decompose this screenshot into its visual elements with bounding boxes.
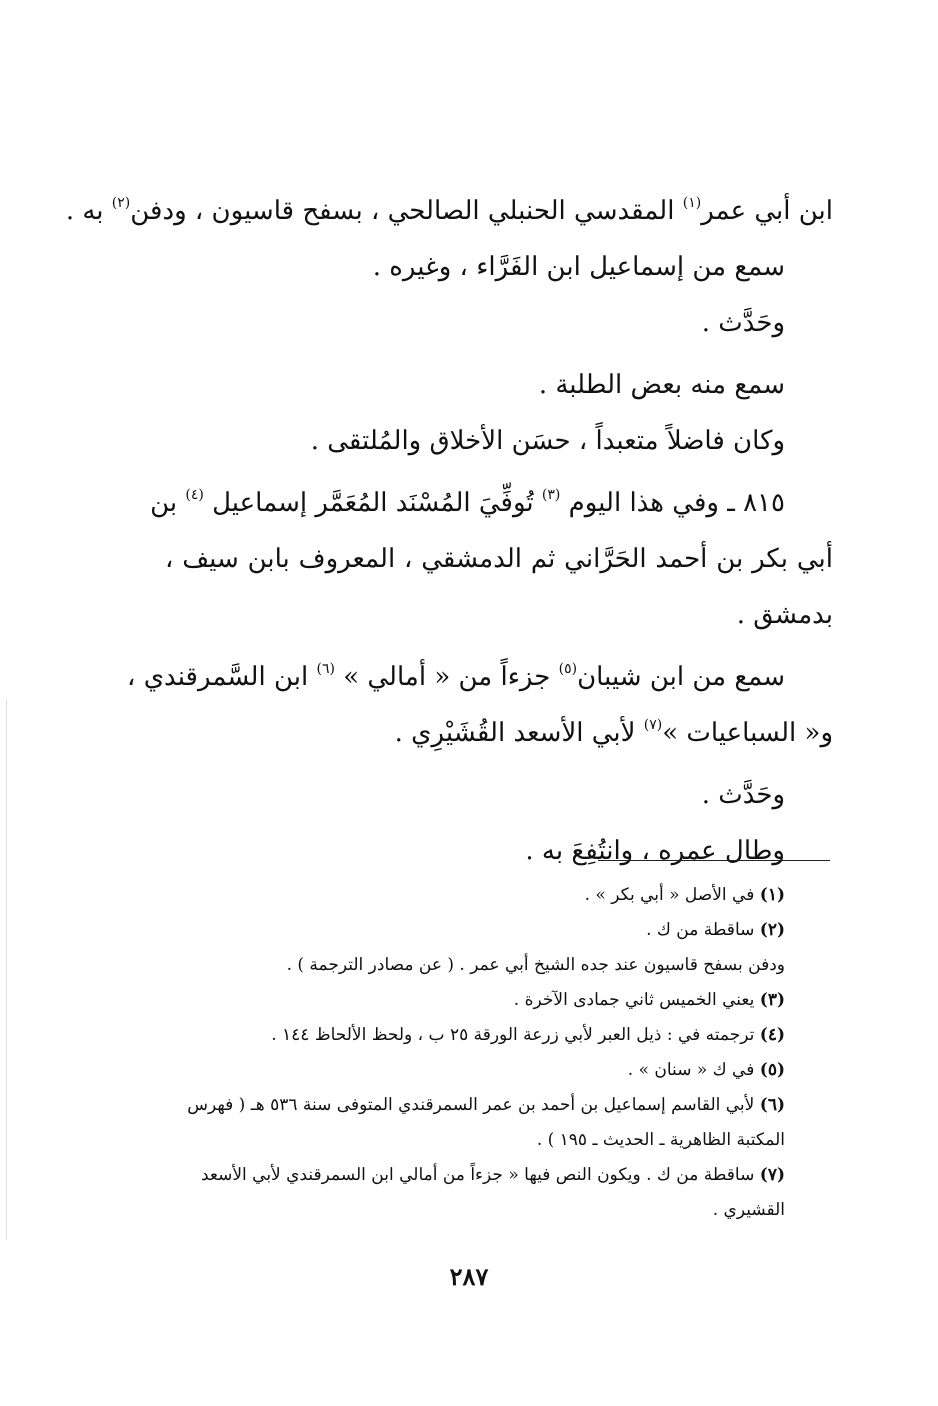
text-run: ابن أبي عمر (701, 196, 833, 226)
text-line: وحَدَّث . (701, 308, 785, 338)
footnote (165, 878, 833, 913)
text-line (165, 705, 833, 761)
scan-edge-line (6, 700, 7, 1240)
footnote-number: (٥) (759, 1060, 785, 1080)
text-line: وطال عمره ، وانتُفِعَ به . (525, 836, 785, 866)
text-line (65, 183, 833, 239)
footnote (165, 948, 833, 983)
footnote-text: ودفن بسفح قاسيون عند جده الشيخ أبي عمر . ( عن مصادر الترجمة ) . (286, 955, 785, 975)
footnotes (165, 878, 833, 1228)
entry-815-heading (150, 475, 833, 531)
footnote-ref-3: (٣) (541, 487, 561, 503)
footnote-number: (٣) (759, 990, 785, 1010)
footnote-text: لأبي القاسم إسماعيل بن أحمد بن عمر السمرقندي المتوفى سنة ٥٣٦ هـ ( فهرس المكتبة الظاهرية ـ الحديث ـ ١٩٥ ) . (187, 1095, 785, 1150)
main-text (65, 183, 833, 879)
text-run: ٨١٥ ـ وفي هذا اليوم (560, 488, 785, 518)
footnote-text: ساقطة من ك . ويكون النص فيها « جزءاً من أمالي ابن السمرقندي لأبي الأسعد القشيري . (200, 1165, 785, 1220)
text-run: و« السباعيات » (662, 718, 833, 748)
text-line: أبي بكر بن أحمد الحَرَّاني ثم الدمشقي ، المعروف بابن سيف ، (165, 544, 833, 574)
footnote (165, 1053, 833, 1088)
footnote-number: (٢) (759, 920, 785, 940)
text-run: ابن السَّمرقندي ، (127, 662, 317, 692)
footnote-text: يعني الخميس ثاني جمادى الآخرة . (513, 990, 760, 1010)
footnote (165, 1018, 833, 1053)
footnote-number: (٤) (759, 1025, 785, 1045)
footnote-ref-4: (٤) (185, 487, 204, 503)
footnote-number: (٧) (759, 1165, 785, 1185)
text-run: المقدسي الحنبلي الصالحي ، بسفح قاسيون ، ودفن (130, 196, 683, 226)
footnote-separator (598, 860, 830, 861)
footnote-ref-2: (٢) (111, 195, 131, 211)
footnote-text: في ك « سنان » . (627, 1060, 760, 1080)
text-run: سمع من ابن شيبان (577, 662, 785, 692)
text-run: به . (65, 196, 112, 226)
text-line: بدمشق . (736, 600, 833, 630)
footnote-ref-5: (٥) (558, 661, 578, 677)
footnote-ref-7: (٧) (643, 717, 663, 733)
text-line (127, 649, 833, 705)
footnote (165, 1088, 833, 1158)
text-run: بن (150, 488, 186, 518)
footnote-ref-6: (٦) (316, 661, 335, 677)
text-line: سمع من إسماعيل ابن الفَرَّاء ، وغيره . (372, 252, 785, 282)
footnote-number: (١) (759, 885, 785, 905)
footnote-text: في الأصل « أبي بكر » . (584, 885, 760, 905)
text-line: وحَدَّث . (701, 780, 785, 810)
footnote (165, 913, 833, 948)
footnote (165, 1158, 833, 1228)
text-run: تُوفِّيَ المُسْنَد المُعَمَّر إسماعيل (203, 488, 542, 518)
text-line: وكان فاضلاً متعبداً ، حسَن الأخلاق والمُلتقى . (310, 426, 785, 456)
footnote (165, 983, 833, 1018)
footnote-ref-1: (١) (682, 195, 702, 211)
text-run: جزءاً من « أمالي » (334, 662, 559, 692)
footnote-text: ساقطة من ك . (646, 920, 760, 940)
text-line: سمع منه بعض الطلبة . (538, 370, 785, 400)
footnote-number: (٦) (759, 1095, 785, 1115)
text-run: لأبي الأسعد القُشَيْرِي . (394, 718, 644, 748)
page-number: ٢٨٧ (449, 1262, 489, 1291)
footnote-text: ترجمته في : ذيل العبر لأبي زرعة الورقة ٢٥ ب ، ولحظ الألحاظ ١٤٤ . (271, 1025, 760, 1045)
